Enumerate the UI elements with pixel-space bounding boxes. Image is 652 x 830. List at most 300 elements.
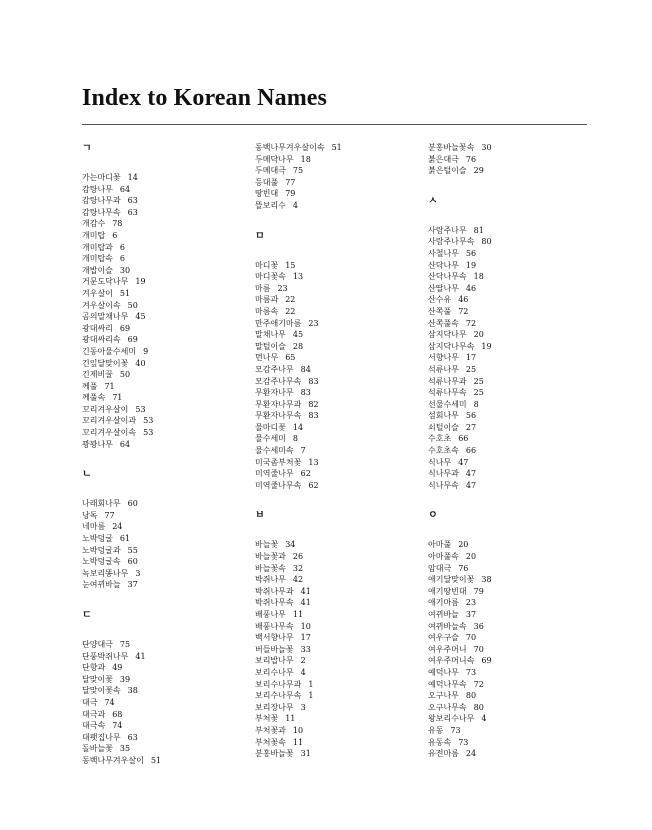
index-entry [428, 644, 588, 656]
entry-name: 식나무 [428, 457, 452, 467]
entry-name: 미국좀부처꽃 [255, 457, 302, 467]
entry-page: 17 [465, 353, 477, 363]
entry-list [255, 260, 415, 492]
index-entry [82, 427, 242, 439]
entry-name: 아마풀속 [428, 552, 459, 562]
index-entry [82, 697, 242, 709]
entry-name: 바늘꽃 [255, 540, 279, 550]
index-entry [255, 748, 415, 760]
entry-page: 20 [458, 540, 469, 550]
entry-page: 46 [458, 295, 469, 305]
entry-name: 땅빈대 [255, 189, 279, 199]
entry-page: 11 [285, 714, 296, 724]
index-entry [428, 271, 588, 283]
entry-page: 56 [465, 248, 477, 258]
entry-name: 개미탑 [82, 230, 106, 240]
entry-name: 산수유 [428, 295, 452, 305]
entry-page: 45 [292, 330, 304, 340]
index-entry [255, 306, 415, 318]
entry-page: 69 [481, 656, 492, 666]
entry-page: 71 [112, 393, 123, 403]
entry-page: 2 [300, 656, 306, 666]
entry-page: 15 [285, 260, 296, 270]
entry-name: 보리장나무 [255, 702, 294, 712]
entry-name: 부처꽃속 [255, 737, 286, 747]
index-section [82, 464, 242, 591]
entry-name: 오구나무 [428, 691, 459, 701]
entry-page: 38 [127, 686, 138, 696]
entry-page: 25 [465, 364, 477, 374]
index-entry [82, 323, 242, 335]
entry-page: 80 [465, 691, 477, 701]
entry-page: 80 [473, 702, 484, 712]
entry-name: 모감주나무속 [255, 376, 302, 386]
index-entry [82, 709, 242, 721]
index-column-3 [428, 142, 588, 760]
entry-name: 부처꽃과 [255, 725, 286, 735]
entry-name: 산쪽풀속 [428, 318, 459, 328]
entry-name: 만주애기마름 [255, 318, 302, 328]
index-entry [255, 165, 415, 177]
section-letter: ㅂ [255, 510, 265, 522]
entry-name: 석류나무과 [428, 376, 467, 386]
index-entry [428, 283, 588, 295]
entry-name: 보리수나무과 [255, 679, 302, 689]
entry-page: 77 [285, 177, 296, 187]
entry-page: 18 [300, 154, 311, 164]
entry-name: 산쪽풀 [428, 306, 452, 316]
index-entry [428, 574, 588, 586]
index-entry [255, 410, 415, 422]
index-entry [82, 579, 242, 591]
entry-page: 39 [119, 674, 131, 684]
entry-name: 수호초 [428, 434, 452, 444]
index-entry [82, 300, 242, 312]
entry-page: 47 [458, 457, 469, 467]
index-entry [255, 422, 415, 434]
index-entry [428, 294, 588, 306]
index-entry [255, 574, 415, 586]
entry-page: 76 [465, 154, 477, 164]
index-entry [82, 510, 242, 522]
entry-page: 62 [308, 480, 319, 490]
entry-name: 여우주머니 [428, 644, 467, 654]
index-entry [428, 713, 588, 725]
index-entry [255, 341, 415, 353]
title-rule [82, 124, 587, 125]
entry-name: 개감수 [82, 219, 106, 229]
entry-page: 75 [292, 166, 304, 176]
entry-name: 단풍박쥐나무 [82, 651, 129, 661]
entry-page: 47 [465, 480, 477, 490]
index-entry [82, 755, 242, 767]
index-entry [82, 720, 242, 732]
entry-page: 20 [473, 330, 484, 340]
entry-page: 53 [135, 404, 146, 414]
entry-name: 예덕나무 [428, 667, 459, 677]
index-entry [82, 439, 242, 451]
section-letter: ㄴ [82, 469, 92, 481]
index-entry [82, 674, 242, 686]
entry-page: 50 [127, 300, 138, 310]
entry-name: 마디꽃 [255, 260, 279, 270]
index-entry [82, 265, 242, 277]
index-entry [82, 568, 242, 580]
entry-name: 뜰보리수 [255, 200, 286, 210]
entry-page: 73 [450, 725, 461, 735]
section-letter: ㅅ [428, 195, 438, 207]
entry-name: 선물수세미 [428, 399, 467, 409]
entry-name: 암대극 [428, 563, 452, 573]
index-entry [428, 165, 588, 177]
entry-page: 14 [292, 422, 304, 432]
entry-name: 애기마름 [428, 598, 459, 608]
entry-page: 8 [292, 434, 299, 444]
entry-page: 3 [300, 702, 306, 712]
entry-page: 13 [308, 457, 319, 467]
index-section [428, 505, 588, 759]
index-entry [428, 468, 588, 480]
entry-name: 왕보리수나무 [428, 714, 475, 724]
entry-page: 1 [308, 679, 314, 689]
entry-page: 63 [127, 732, 138, 742]
entry-name: 단향과 [82, 663, 106, 673]
entry-page: 40 [135, 358, 146, 368]
entry-name: 돌바늘꽃 [82, 744, 113, 754]
entry-page: 37 [127, 580, 138, 590]
index-entry [428, 586, 588, 598]
section-letter: ㄱ [82, 143, 92, 154]
index-entry [428, 702, 588, 714]
entry-page: 61 [119, 534, 131, 544]
index-section [82, 142, 242, 450]
entry-page: 70 [473, 644, 484, 654]
entry-page: 10 [292, 725, 304, 735]
entry-page: 25 [473, 376, 484, 386]
index-entry [82, 533, 242, 545]
entry-name: 마름과 [255, 295, 279, 305]
index-entry [428, 433, 588, 445]
entry-name: 노박덩굴과 [82, 545, 121, 555]
entry-page: 72 [473, 679, 484, 689]
entry-page: 36 [473, 621, 484, 631]
index-entry [82, 207, 242, 219]
index-entry [255, 188, 415, 200]
entry-name: 개미탑과 [82, 242, 113, 252]
index-entry [428, 306, 588, 318]
index-entry [255, 142, 415, 154]
index-entry [255, 445, 415, 457]
index-entry [82, 288, 242, 300]
entry-name: 여우구슬 [428, 633, 459, 643]
index-entry [255, 597, 415, 609]
entry-name: 산닥나무 [428, 260, 459, 270]
entry-name: 오구나무속 [428, 702, 467, 712]
index-entry [82, 404, 242, 416]
index-entry [255, 352, 415, 364]
index-entry [255, 283, 415, 295]
entry-page: 23 [465, 598, 477, 608]
entry-name: 바늘꽃과 [255, 552, 286, 562]
entry-name: 식나무속 [428, 480, 459, 490]
entry-list [82, 639, 242, 767]
entry-page: 3 [135, 568, 141, 578]
index-entry [255, 713, 415, 725]
entry-page: 42 [292, 575, 304, 585]
index-entry [255, 609, 415, 621]
entry-page: 66 [465, 446, 477, 456]
index-entry [255, 376, 415, 388]
entry-page: 76 [458, 563, 469, 573]
entry-page: 63 [127, 207, 138, 217]
entry-page: 19 [465, 260, 477, 270]
index-column-2 [255, 142, 415, 760]
index-entry [255, 399, 415, 411]
index-entry [82, 218, 242, 230]
entry-name: 꼬리겨우살이 [82, 404, 129, 414]
section-letter: ㄷ [82, 610, 92, 621]
index-entry [82, 392, 242, 404]
index-section [82, 605, 242, 767]
entry-page: 79 [473, 586, 484, 596]
entry-name: 눈여뀌바늘 [82, 580, 121, 590]
index-entry [428, 260, 588, 272]
entry-page: 68 [112, 709, 123, 719]
entry-name: 사람주나무속 [428, 237, 475, 247]
entry-page: 60 [127, 557, 138, 567]
entry-page: 51 [150, 755, 162, 765]
entry-page: 32 [292, 563, 304, 573]
entry-name: 수호초속 [428, 446, 459, 456]
entry-name: 꽝꽝나무 [82, 439, 113, 449]
index-entry [255, 586, 415, 598]
entry-list [428, 142, 588, 177]
entry-page: 31 [300, 749, 311, 759]
entry-name: 노박덩굴속 [82, 557, 121, 567]
index-entry [82, 242, 242, 254]
entry-page: 9 [143, 346, 149, 356]
entry-name: 사철나무 [428, 248, 459, 258]
entry-name: 마디꽃속 [255, 272, 286, 282]
entry-name: 석류나무속 [428, 388, 467, 398]
entry-name: 배풍나무속 [255, 621, 294, 631]
entry-page: 55 [127, 545, 138, 555]
entry-name: 네마름 [82, 522, 106, 532]
index-entry [255, 563, 415, 575]
entry-page: 24 [112, 522, 123, 532]
entry-page: 28 [292, 341, 304, 351]
entry-list [428, 539, 588, 759]
entry-name: 달맞이꽃 [82, 674, 113, 684]
entry-name: 물수세미속 [255, 446, 294, 456]
index-entry [82, 253, 242, 265]
index-entry [82, 651, 242, 663]
entry-page: 73 [458, 737, 469, 747]
entry-name: 긴제비꿀 [82, 370, 113, 380]
entry-page: 19 [135, 277, 146, 287]
index-entry [255, 480, 415, 492]
index-entry [255, 539, 415, 551]
index-entry [428, 248, 588, 260]
index-entry [428, 387, 588, 399]
index-entry [82, 498, 242, 510]
entry-list [255, 142, 415, 212]
index-entry [428, 364, 588, 376]
entry-page: 34 [285, 540, 296, 550]
entry-page: 41 [300, 598, 311, 608]
entry-name: 미역줄나무속 [255, 480, 302, 490]
entry-page: 49 [112, 663, 123, 673]
entry-page: 51 [119, 288, 131, 298]
entry-page: 24 [465, 749, 477, 759]
entry-name: 가는마디꽃 [82, 173, 121, 182]
index-entry [82, 346, 242, 358]
entry-name: 아마풀 [428, 540, 452, 550]
index-entry [428, 737, 588, 749]
entry-name: 낭독 [82, 510, 98, 520]
entry-name: 박쥐나무과 [255, 586, 294, 596]
entry-name: 버들바늘꽃 [255, 644, 294, 654]
entry-page: 64 [119, 184, 131, 194]
entry-page: 10 [300, 621, 311, 631]
entry-page: 72 [465, 318, 477, 328]
index-entry [82, 743, 242, 755]
entry-page: 4 [292, 200, 299, 210]
entry-page: 69 [119, 323, 131, 333]
entry-name: 마름 [255, 283, 271, 293]
index-entry [428, 667, 588, 679]
entry-page: 46 [465, 283, 477, 293]
entry-name: 분홍바늘꽃속 [428, 143, 475, 152]
index-entry [255, 387, 415, 399]
entry-name: 대극과 [82, 709, 106, 719]
entry-name: 동백나무겨우살이 [82, 755, 144, 765]
entry-name: 배풍나무 [255, 610, 286, 619]
entry-page: 45 [135, 312, 146, 322]
entry-name: 대극 [82, 697, 98, 707]
entry-name: 여뀌바늘속 [428, 621, 467, 631]
index-entry [428, 725, 588, 737]
entry-page: 30 [119, 265, 131, 275]
entry-page: 83 [308, 411, 319, 421]
entry-list [255, 539, 415, 759]
entry-page: 6 [119, 242, 126, 252]
entry-list [428, 225, 588, 492]
entry-name: 박쥐나무 [255, 575, 286, 585]
index-entry [255, 621, 415, 633]
entry-page: 74 [112, 721, 123, 731]
index-entry [82, 358, 242, 370]
index-entry [428, 142, 588, 154]
entry-page: 26 [292, 552, 304, 562]
index-entry [82, 369, 242, 381]
index-entry [82, 685, 242, 697]
index-entry [82, 521, 242, 533]
entry-page: 19 [481, 341, 492, 351]
index-entry [428, 318, 588, 330]
page-title: Index to Korean Names [82, 85, 327, 111]
entry-name: 감탕나무과 [82, 196, 121, 206]
index-entry [82, 545, 242, 557]
entry-page: 53 [143, 428, 154, 438]
index-entry [255, 154, 415, 166]
entry-page: 84 [300, 364, 311, 374]
entry-page: 72 [458, 306, 469, 316]
index-section [255, 505, 415, 759]
entry-name: 감탕나무속 [82, 207, 121, 217]
entry-name: 유동 [428, 725, 444, 735]
entry-name: 여우주머니속 [428, 656, 475, 666]
entry-name: 동백나무겨우살이속 [255, 143, 325, 152]
entry-page: 73 [465, 667, 477, 677]
entry-list [82, 172, 242, 450]
entry-name: 먼나무 [255, 353, 279, 363]
entry-page: 23 [277, 283, 288, 293]
entry-page: 60 [127, 499, 138, 509]
entry-name: 겨우살이 [82, 288, 113, 298]
index-entry [82, 276, 242, 288]
entry-name: 유동속 [428, 737, 452, 747]
entry-page: 13 [292, 272, 304, 282]
index-entry [82, 662, 242, 674]
index-entry [428, 410, 588, 422]
entry-page: 47 [465, 469, 477, 479]
entry-name: 보리수나무 [255, 667, 294, 677]
entry-page: 64 [119, 439, 131, 449]
index-entry [255, 364, 415, 376]
entry-name: 무환자나무 [255, 388, 294, 398]
entry-name: 섬회나무 [428, 411, 459, 421]
entry-page: 69 [127, 335, 138, 345]
index-entry [428, 551, 588, 563]
index-column-1 [82, 142, 242, 767]
index-entry [428, 236, 588, 248]
entry-name: 바늘꽃속 [255, 563, 286, 573]
entry-page: 41 [300, 586, 311, 596]
entry-name: 예덕나무속 [428, 679, 467, 689]
entry-name: 거문도닥나무 [82, 277, 129, 287]
entry-name: 녹보리똥나무 [82, 568, 129, 578]
entry-name: 여뀌바늘 [428, 610, 459, 619]
index-entry [255, 433, 415, 445]
entry-page: 35 [119, 744, 131, 754]
index-entry [82, 381, 242, 393]
index-entry [428, 225, 588, 237]
entry-name: 부처꽃 [255, 714, 279, 724]
entry-page: 33 [300, 644, 311, 654]
index-entry [255, 200, 415, 212]
entry-name: 달맞이꽃속 [82, 686, 121, 696]
entry-page: 17 [300, 633, 311, 643]
entry-name: 두메닥나무 [255, 154, 294, 164]
entry-page: 77 [104, 510, 115, 520]
index-entry [255, 737, 415, 749]
index-entry [255, 644, 415, 656]
index-entry [255, 457, 415, 469]
entry-name: 산닥나무속 [428, 272, 467, 282]
entry-name: 노박덩굴 [82, 534, 113, 544]
entry-name: 붉은털이슬 [428, 166, 467, 176]
index-entry [255, 725, 415, 737]
entry-page: 29 [473, 166, 484, 176]
entry-name: 나래회나무 [82, 499, 121, 509]
entry-name: 곰의말채나무 [82, 312, 129, 322]
index-entry [428, 655, 588, 667]
index-entry [428, 457, 588, 469]
index-section [255, 226, 415, 492]
index-entry [428, 632, 588, 644]
entry-page: 37 [465, 610, 477, 619]
